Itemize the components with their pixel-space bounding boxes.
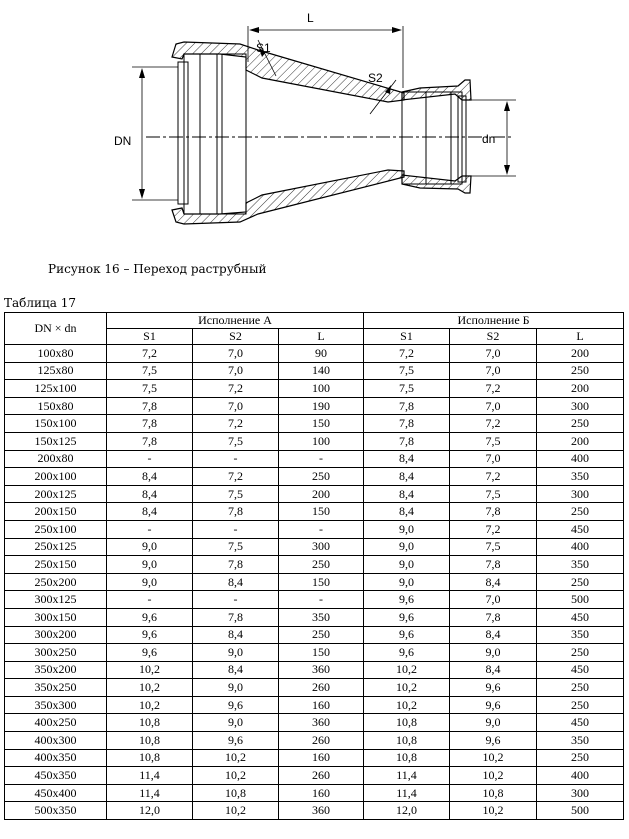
cell-b-l: 350 bbox=[537, 626, 624, 644]
cell-dn-x-dn: 400x300 bbox=[5, 732, 107, 750]
cell-a-s1: 11,4 bbox=[107, 784, 193, 802]
cell-dn-x-dn: 450x400 bbox=[5, 784, 107, 802]
table-row bbox=[5, 767, 624, 785]
header-a-l: L bbox=[279, 329, 364, 345]
cell-b-s1: 9,6 bbox=[364, 626, 450, 644]
cell-b-l: 400 bbox=[537, 538, 624, 556]
cell-b-s2: 7,0 bbox=[450, 397, 537, 415]
cell-a-l: 140 bbox=[279, 362, 364, 380]
cell-b-s2: 8,4 bbox=[450, 661, 537, 679]
cell-b-s2: 9,0 bbox=[450, 714, 537, 732]
cell-b-s2: 7,5 bbox=[450, 432, 537, 450]
cell-b-l: 200 bbox=[537, 432, 624, 450]
cell-b-s2: 10,2 bbox=[450, 767, 537, 785]
cell-b-l: 250 bbox=[537, 573, 624, 591]
table-row bbox=[5, 573, 624, 591]
cell-b-s1: 10,2 bbox=[364, 696, 450, 714]
header-a-s1: S1 bbox=[107, 329, 193, 345]
cell-a-s1: 12,0 bbox=[107, 802, 193, 820]
cell-a-s2: - bbox=[193, 591, 279, 609]
cell-a-l: 90 bbox=[279, 345, 364, 363]
cell-a-l: 360 bbox=[279, 802, 364, 820]
label-l: L bbox=[307, 11, 314, 25]
cell-a-s1: 7,5 bbox=[107, 380, 193, 398]
cell-dn-x-dn: 350x300 bbox=[5, 696, 107, 714]
cell-b-s1: 8,4 bbox=[364, 503, 450, 521]
large-gasket bbox=[178, 62, 188, 204]
cell-a-s2: 9,0 bbox=[193, 714, 279, 732]
cell-b-l: 450 bbox=[537, 661, 624, 679]
cell-dn-x-dn: 200x125 bbox=[5, 485, 107, 503]
cell-a-l: 100 bbox=[279, 380, 364, 398]
cell-a-s2: 7,5 bbox=[193, 538, 279, 556]
cell-a-s2: 7,8 bbox=[193, 608, 279, 626]
cell-a-l: 200 bbox=[279, 485, 364, 503]
small-bell-bottom-section bbox=[402, 175, 471, 193]
cell-a-s1: 10,8 bbox=[107, 732, 193, 750]
cell-dn-x-dn: 300x150 bbox=[5, 608, 107, 626]
table-row bbox=[5, 608, 624, 626]
cell-b-l: 250 bbox=[537, 415, 624, 433]
cell-a-l: 160 bbox=[279, 784, 364, 802]
cell-b-l: 250 bbox=[537, 679, 624, 697]
cell-a-s1: 8,4 bbox=[107, 468, 193, 486]
cell-b-l: 200 bbox=[537, 345, 624, 363]
cell-b-s1: 7,2 bbox=[364, 345, 450, 363]
cell-a-s2: 8,4 bbox=[193, 661, 279, 679]
header-b-l: L bbox=[537, 329, 624, 345]
cell-dn-x-dn: 100x80 bbox=[5, 345, 107, 363]
cell-b-s1: 10,8 bbox=[364, 749, 450, 767]
cell-a-s2: 7,2 bbox=[193, 468, 279, 486]
cell-b-s1: 9,6 bbox=[364, 591, 450, 609]
cell-b-s2: 10,2 bbox=[450, 749, 537, 767]
cell-dn-x-dn: 250x125 bbox=[5, 538, 107, 556]
cell-a-l: 150 bbox=[279, 644, 364, 662]
cell-b-l: 300 bbox=[537, 784, 624, 802]
cell-b-s2: 7,0 bbox=[450, 362, 537, 380]
cell-a-s2: 7,0 bbox=[193, 345, 279, 363]
table-row bbox=[5, 520, 624, 538]
cell-a-l: 360 bbox=[279, 661, 364, 679]
cell-dn-x-dn: 250x200 bbox=[5, 573, 107, 591]
table-row bbox=[5, 468, 624, 486]
cell-b-s1: 10,8 bbox=[364, 714, 450, 732]
cell-b-s2: 7,8 bbox=[450, 608, 537, 626]
table-row bbox=[5, 538, 624, 556]
cell-b-s1: 10,2 bbox=[364, 679, 450, 697]
cell-b-l: 450 bbox=[537, 520, 624, 538]
cell-b-l: 350 bbox=[537, 732, 624, 750]
label-dn: DN bbox=[114, 134, 132, 148]
cell-a-s1: 8,4 bbox=[107, 485, 193, 503]
cell-a-s2: 8,4 bbox=[193, 573, 279, 591]
cell-a-l: 260 bbox=[279, 767, 364, 785]
table-row bbox=[5, 397, 624, 415]
cell-dn-x-dn: 400x350 bbox=[5, 749, 107, 767]
cell-dn-x-dn: 450x350 bbox=[5, 767, 107, 785]
cell-b-s1: 8,4 bbox=[364, 450, 450, 468]
cell-dn-x-dn: 200x150 bbox=[5, 503, 107, 521]
cell-a-l: 150 bbox=[279, 503, 364, 521]
cell-b-s1: 12,0 bbox=[364, 802, 450, 820]
cell-a-s1: 7,8 bbox=[107, 415, 193, 433]
cell-dn-x-dn: 200x100 bbox=[5, 468, 107, 486]
cell-b-l: 450 bbox=[537, 608, 624, 626]
cell-a-s1: 7,8 bbox=[107, 432, 193, 450]
cell-b-l: 250 bbox=[537, 362, 624, 380]
cell-a-s1: 9,6 bbox=[107, 608, 193, 626]
cell-b-l: 350 bbox=[537, 468, 624, 486]
small-bell-body bbox=[402, 92, 462, 184]
cell-dn-x-dn: 350x250 bbox=[5, 679, 107, 697]
cell-a-l: 260 bbox=[279, 732, 364, 750]
cell-b-s2: 7,5 bbox=[450, 538, 537, 556]
cell-b-s2: 7,0 bbox=[450, 450, 537, 468]
cell-a-s1: 9,0 bbox=[107, 556, 193, 574]
cell-a-l: 150 bbox=[279, 415, 364, 433]
cell-b-s2: 9,6 bbox=[450, 696, 537, 714]
table-row bbox=[5, 503, 624, 521]
cell-a-s2: 9,6 bbox=[193, 732, 279, 750]
cell-a-s2: 10,2 bbox=[193, 802, 279, 820]
cell-a-s1: 7,2 bbox=[107, 345, 193, 363]
cell-dn-x-dn: 350x200 bbox=[5, 661, 107, 679]
table-row bbox=[5, 661, 624, 679]
cell-b-l: 400 bbox=[537, 450, 624, 468]
header-b-s1: S1 bbox=[364, 329, 450, 345]
table-row bbox=[5, 485, 624, 503]
table-label: Таблица 17 bbox=[4, 296, 76, 310]
cell-b-l: 300 bbox=[537, 397, 624, 415]
dimensions-table bbox=[4, 312, 624, 820]
cell-a-s1: 9,6 bbox=[107, 626, 193, 644]
cell-a-l: 300 bbox=[279, 538, 364, 556]
cell-b-s2: 7,0 bbox=[450, 345, 537, 363]
cell-dn-x-dn: 200x80 bbox=[5, 450, 107, 468]
cell-b-l: 450 bbox=[537, 714, 624, 732]
cell-a-s1: - bbox=[107, 520, 193, 538]
cell-a-s1: 9,6 bbox=[107, 644, 193, 662]
cell-dn-x-dn: 300x200 bbox=[5, 626, 107, 644]
cell-a-l: 360 bbox=[279, 714, 364, 732]
cell-a-l: 250 bbox=[279, 468, 364, 486]
cell-a-l: 350 bbox=[279, 608, 364, 626]
cell-a-s2: - bbox=[193, 520, 279, 538]
label-s1: S1 bbox=[256, 41, 271, 55]
cell-a-s1: 10,2 bbox=[107, 679, 193, 697]
table-row bbox=[5, 644, 624, 662]
cell-a-l: 260 bbox=[279, 679, 364, 697]
cell-a-s2: 7,2 bbox=[193, 380, 279, 398]
figure-caption: Рисунок 16 – Переход раструбный bbox=[48, 262, 267, 276]
cell-a-l: 190 bbox=[279, 397, 364, 415]
table-row bbox=[5, 732, 624, 750]
table-row bbox=[5, 380, 624, 398]
cell-b-s2: 8,4 bbox=[450, 626, 537, 644]
table-body bbox=[5, 345, 624, 820]
cell-b-s2: 7,2 bbox=[450, 380, 537, 398]
cell-b-s1: 7,5 bbox=[364, 362, 450, 380]
cell-a-s1: 8,4 bbox=[107, 503, 193, 521]
label-dn-small: dn bbox=[482, 132, 496, 146]
cell-a-s1: 10,2 bbox=[107, 661, 193, 679]
cell-a-s1: 7,8 bbox=[107, 397, 193, 415]
cell-b-s2: 7,2 bbox=[450, 468, 537, 486]
cell-a-s1: 9,0 bbox=[107, 573, 193, 591]
cell-dn-x-dn: 400x250 bbox=[5, 714, 107, 732]
cell-b-l: 350 bbox=[537, 556, 624, 574]
cell-dn-x-dn: 125x80 bbox=[5, 362, 107, 380]
cell-b-s2: 7,2 bbox=[450, 415, 537, 433]
cell-b-l: 200 bbox=[537, 380, 624, 398]
cell-a-s2: 7,8 bbox=[193, 556, 279, 574]
cell-b-s1: 10,8 bbox=[364, 732, 450, 750]
cell-a-s2: - bbox=[193, 450, 279, 468]
cell-b-s2: 7,8 bbox=[450, 556, 537, 574]
cell-b-s1: 7,8 bbox=[364, 415, 450, 433]
cell-b-l: 500 bbox=[537, 802, 624, 820]
cell-b-s2: 9,6 bbox=[450, 732, 537, 750]
cell-a-s2: 10,2 bbox=[193, 749, 279, 767]
cell-dn-x-dn: 300x250 bbox=[5, 644, 107, 662]
header-b-s2: S2 bbox=[450, 329, 537, 345]
cell-a-l: 100 bbox=[279, 432, 364, 450]
cell-a-s1: 10,8 bbox=[107, 749, 193, 767]
cell-a-s1: - bbox=[107, 450, 193, 468]
cell-a-l: - bbox=[279, 520, 364, 538]
table-row bbox=[5, 556, 624, 574]
cell-b-s2: 9,6 bbox=[450, 679, 537, 697]
cell-a-l: 150 bbox=[279, 573, 364, 591]
cell-dn-x-dn: 150x125 bbox=[5, 432, 107, 450]
cell-dn-x-dn: 250x100 bbox=[5, 520, 107, 538]
cell-b-s1: 9,6 bbox=[364, 608, 450, 626]
cell-b-s1: 11,4 bbox=[364, 767, 450, 785]
cell-b-s1: 9,0 bbox=[364, 520, 450, 538]
table-row bbox=[5, 784, 624, 802]
cell-a-s1: 10,8 bbox=[107, 714, 193, 732]
large-bell-bottom-section bbox=[172, 170, 404, 224]
cell-b-l: 250 bbox=[537, 644, 624, 662]
table-row bbox=[5, 679, 624, 697]
cell-b-s1: 9,0 bbox=[364, 573, 450, 591]
table-row bbox=[5, 362, 624, 380]
table-row bbox=[5, 591, 624, 609]
cell-b-s2: 10,2 bbox=[450, 802, 537, 820]
cell-b-s1: 9,6 bbox=[364, 644, 450, 662]
cell-a-s2: 7,5 bbox=[193, 485, 279, 503]
cell-a-l: 160 bbox=[279, 696, 364, 714]
table-row bbox=[5, 714, 624, 732]
cell-dn-x-dn: 125x100 bbox=[5, 380, 107, 398]
cell-b-s1: 7,8 bbox=[364, 397, 450, 415]
cell-dn-x-dn: 250x150 bbox=[5, 556, 107, 574]
cell-a-s1: 10,2 bbox=[107, 696, 193, 714]
cell-a-s2: 10,2 bbox=[193, 767, 279, 785]
small-bell-top-section bbox=[402, 80, 471, 100]
cell-b-s1: 8,4 bbox=[364, 485, 450, 503]
cell-dn-x-dn: 150x80 bbox=[5, 397, 107, 415]
cell-b-s1: 9,0 bbox=[364, 556, 450, 574]
cell-b-s1: 7,5 bbox=[364, 380, 450, 398]
cell-a-s2: 7,2 bbox=[193, 415, 279, 433]
cell-a-l: 250 bbox=[279, 556, 364, 574]
cell-a-l: - bbox=[279, 591, 364, 609]
cell-b-l: 300 bbox=[537, 485, 624, 503]
cell-a-l: 160 bbox=[279, 749, 364, 767]
table-row bbox=[5, 432, 624, 450]
cell-b-s2: 7,5 bbox=[450, 485, 537, 503]
cell-b-l: 400 bbox=[537, 767, 624, 785]
cell-b-l: 250 bbox=[537, 503, 624, 521]
cell-a-l: - bbox=[279, 450, 364, 468]
cell-b-s2: 7,8 bbox=[450, 503, 537, 521]
cell-dn-x-dn: 500x350 bbox=[5, 802, 107, 820]
cell-a-s1: - bbox=[107, 591, 193, 609]
cell-a-s2: 8,4 bbox=[193, 626, 279, 644]
cell-a-s1: 11,4 bbox=[107, 767, 193, 785]
cell-a-s2: 7,8 bbox=[193, 503, 279, 521]
cell-dn-x-dn: 300x125 bbox=[5, 591, 107, 609]
cell-b-s2: 7,0 bbox=[450, 591, 537, 609]
cell-b-s2: 8,4 bbox=[450, 573, 537, 591]
cell-a-s2: 7,5 bbox=[193, 432, 279, 450]
cell-b-s1: 8,4 bbox=[364, 468, 450, 486]
cell-a-s2: 10,8 bbox=[193, 784, 279, 802]
cell-b-s1: 9,0 bbox=[364, 538, 450, 556]
table-row bbox=[5, 696, 624, 714]
cell-a-s2: 7,0 bbox=[193, 362, 279, 380]
cell-a-s1: 7,5 bbox=[107, 362, 193, 380]
cell-dn-x-dn: 150x100 bbox=[5, 415, 107, 433]
cell-b-s1: 7,8 bbox=[364, 432, 450, 450]
cell-a-l: 250 bbox=[279, 626, 364, 644]
header-dn-dn: DN × dn bbox=[5, 313, 107, 345]
header-group-b: Исполнение Б bbox=[364, 313, 624, 329]
header-group-a: Исполнение А bbox=[107, 313, 364, 329]
table-row bbox=[5, 802, 624, 820]
cell-b-l: 250 bbox=[537, 749, 624, 767]
cell-b-s1: 11,4 bbox=[364, 784, 450, 802]
cell-a-s2: 9,6 bbox=[193, 696, 279, 714]
cell-a-s2: 9,0 bbox=[193, 644, 279, 662]
cell-b-l: 250 bbox=[537, 696, 624, 714]
cell-b-s2: 10,8 bbox=[450, 784, 537, 802]
cell-b-s1: 10,2 bbox=[364, 661, 450, 679]
label-s2: S2 bbox=[368, 71, 383, 85]
cell-b-s2: 9,0 bbox=[450, 644, 537, 662]
table-row bbox=[5, 626, 624, 644]
table-row bbox=[5, 345, 624, 363]
table-row bbox=[5, 749, 624, 767]
cell-a-s2: 7,0 bbox=[193, 397, 279, 415]
reducer-drawing bbox=[0, 0, 629, 250]
cell-b-l: 500 bbox=[537, 591, 624, 609]
table-row bbox=[5, 450, 624, 468]
cell-b-s2: 7,2 bbox=[450, 520, 537, 538]
cell-a-s1: 9,0 bbox=[107, 538, 193, 556]
large-bell-body bbox=[184, 54, 246, 214]
header-a-s2: S2 bbox=[193, 329, 279, 345]
cell-a-s2: 9,0 bbox=[193, 679, 279, 697]
table-row bbox=[5, 415, 624, 433]
